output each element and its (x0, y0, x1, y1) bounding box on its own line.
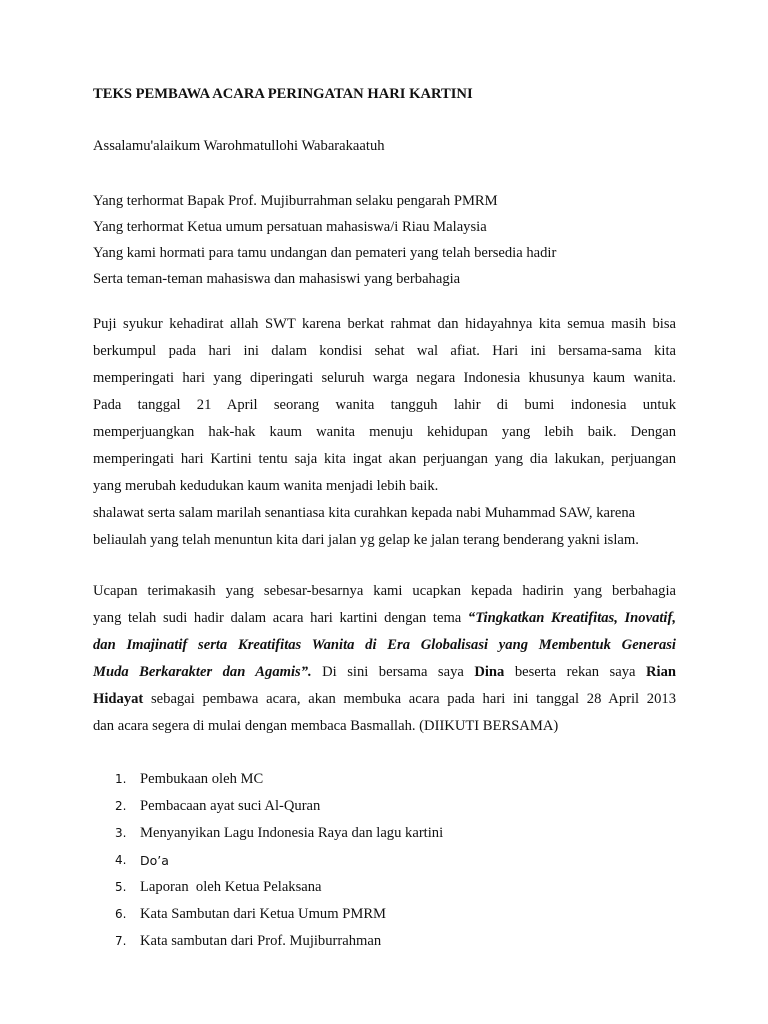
agenda-item (93, 820, 676, 847)
agenda-text: Kata sambutan dari Prof. Mujiburrahman (140, 933, 382, 949)
mc-name: Hidayat (93, 691, 144, 707)
paragraph-shalawat (93, 500, 676, 554)
agenda-list (93, 766, 676, 955)
agenda-number: 5. (115, 880, 127, 894)
paragraph-line: memperjuangkan hak-hak kaum wanita menuju kehidupan yang lebih baik. Dengan (93, 424, 676, 440)
greeting-line: Yang kami hormati para tamu undangan dan pemateri yang telah bersedia hadir (93, 245, 557, 261)
paragraph-line (93, 686, 676, 713)
paragraph-line: yang merubah kedudukan kaum wanita menjadi lebih baik. (93, 478, 439, 494)
paragraph-line: berkumpul pada hari ini dalam kondisi sehat wal afiat. Hari ini bersama-sama kita (93, 343, 676, 359)
agenda-text: Pembacaan ayat suci Al-Quran (140, 798, 321, 814)
paragraph-line: shalawat serta salam marilah senantiasa kita curahkan kepada nabi Muhammad SAW, karena (93, 505, 636, 521)
agenda-number: 4. (115, 853, 127, 867)
greeting-line: Serta teman-teman mahasiswa dan mahasiswi yang berbahagia (93, 271, 461, 287)
paragraph-line: Pada tanggal 21 April seorang wanita tangguh lahir di bumi indonesia untuk (93, 397, 676, 413)
agenda-item (93, 928, 676, 955)
agenda-item (93, 766, 676, 793)
mc-name: Rian (645, 664, 676, 680)
document-body (93, 84, 676, 955)
event-theme: dan Imajinatif serta Kreatifitas Wanita di Era Globalisasi yang Membentuk Generasi (93, 637, 676, 653)
paragraph-line (93, 605, 676, 632)
agenda-number: 2. (115, 799, 127, 813)
agenda-item (93, 847, 676, 874)
agenda-number: 7. (115, 934, 127, 948)
mc-name: Dina (474, 664, 505, 680)
paragraph-opening (93, 311, 676, 500)
paragraph-line: memperingati hari yang diperingati seluruh warga negara Indonesia khusunya kaum wanita. (93, 370, 676, 386)
agenda-text: Pembukaan oleh MC (140, 771, 264, 787)
greetings-block (93, 188, 676, 292)
paragraph-line: beliaulah yang telah menuntun kita dari jalan yg gelap ke jalan terang benderang yakni islam. (93, 532, 639, 548)
greeting-line: Yang terhormat Bapak Prof. Mujiburrahman selaku pengarah PMRM (93, 193, 498, 209)
paragraph-line: memperingati hari Kartini tentu saja kita ingat akan perjuangan yang dia lakukan, perjuangan (93, 451, 676, 467)
text-run: sebagai pembawa acara, akan membuka acara pada hari ini tanggal 28 April 2013 (143, 691, 676, 707)
agenda-item (93, 874, 676, 901)
agenda-number: 3. (115, 826, 127, 840)
agenda-number: 1. (115, 772, 127, 786)
agenda-number: 6. (115, 907, 127, 921)
event-theme: Muda Berkarakter dan Agamis”. (93, 664, 312, 680)
agenda-item (93, 793, 676, 820)
agenda-item (93, 901, 676, 928)
agenda-text: Menyanyikan Lagu Indonesia Raya dan lagu kartini (140, 825, 444, 841)
text-run: Di sini bersama saya (311, 664, 475, 680)
text-run: beserta rekan saya (504, 664, 646, 680)
paragraph-line (93, 632, 676, 659)
agenda-text: Do’a (140, 853, 169, 868)
paragraph-line: dan acara segera di mulai dengan membaca Basmallah. (DIIKUTI BERSAMA) (93, 718, 559, 734)
paragraph-line: Puji syukur kehadirat allah SWT karena berkat rahmat dan hidayahnya kita semua masih bisa (93, 316, 676, 332)
opening-salam: Assalamu'alaikum Warohmatullohi Wabarakaatuh (93, 138, 385, 154)
event-theme: “Tingkatkan Kreatifitas, Inovatif, (467, 610, 676, 626)
document-title: TEKS PEMBAWA ACARA PERINGATAN HARI KARTINI (93, 86, 473, 102)
greeting-line: Yang terhormat Ketua umum persatuan mahasiswa/i Riau Malaysia (93, 219, 487, 235)
agenda-text: Laporan oleh Ketua Pelaksana (140, 879, 322, 895)
text-run: yang telah sudi hadir dalam acara hari kartini dengan tema (93, 610, 468, 626)
agenda-text: Kata Sambutan dari Ketua Umum PMRM (140, 906, 387, 922)
paragraph-line (93, 659, 676, 686)
paragraph-line: Ucapan terimakasih yang sebesar-besarnya kami ucapkan kepada hadirin yang berbahagia (93, 583, 676, 599)
paragraph-thanks (93, 578, 676, 740)
